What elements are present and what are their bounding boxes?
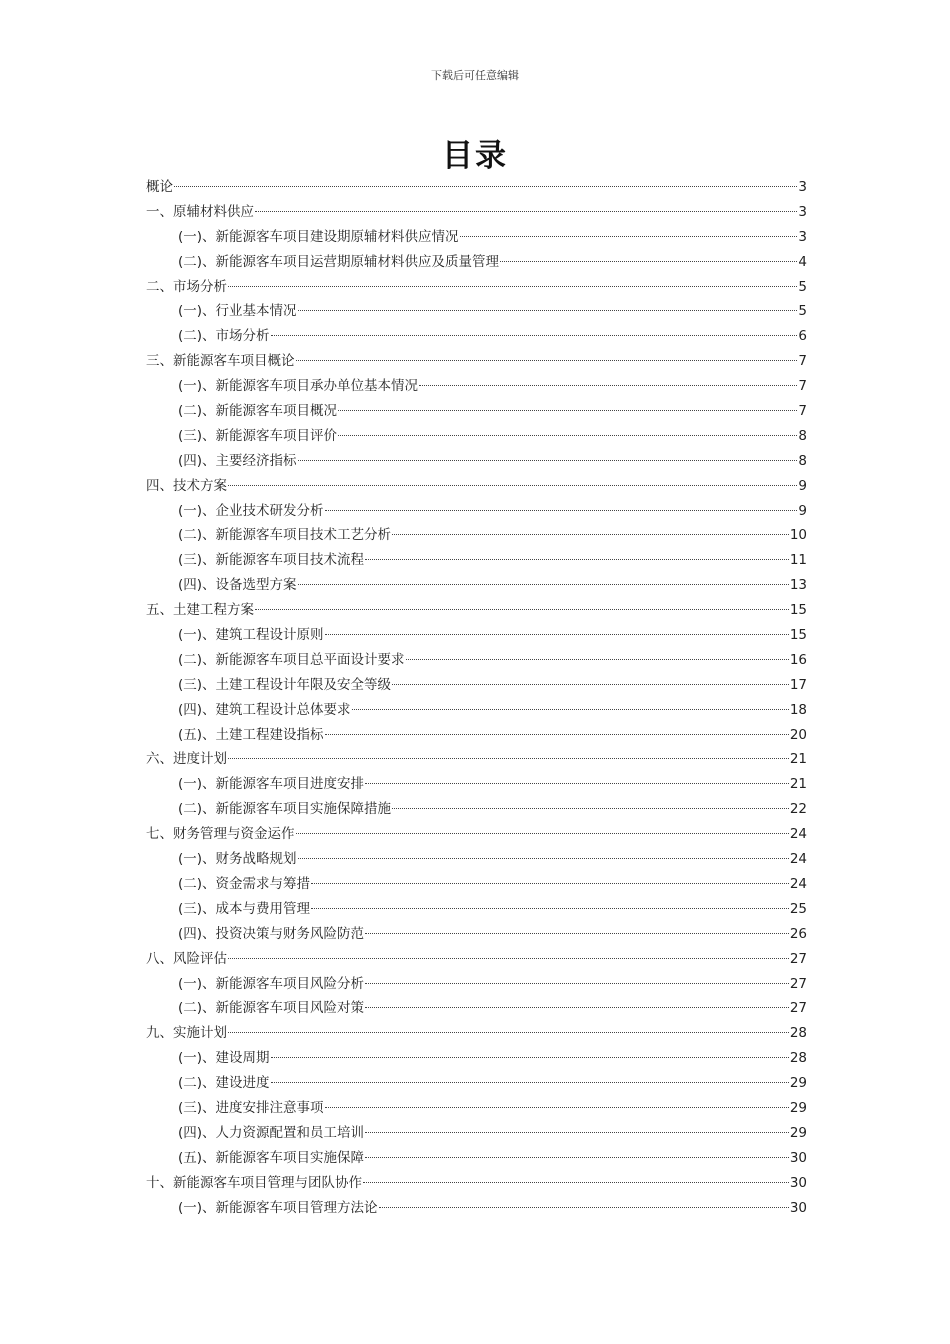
toc-entry-sub[interactable] <box>146 847 807 872</box>
toc-page-number: 15 <box>789 602 807 619</box>
toc-entry-text: (四)、人力资源配置和员工培训 <box>178 1124 365 1141</box>
toc-page-number: 7 <box>798 403 807 420</box>
toc-page-number: 24 <box>789 851 807 868</box>
toc-entry-text: (四)、建筑工程设计总体要求 <box>178 701 351 718</box>
toc-page-number: 6 <box>798 328 807 345</box>
toc-entry-sub[interactable] <box>146 872 807 897</box>
toc-entry-text: (一)、新能源客车项目承办单位基本情况 <box>178 378 419 395</box>
toc-leader-dots <box>228 286 797 287</box>
toc-entry-text: (二)、新能源客车项目运营期原辅材料供应及质量管理 <box>178 253 500 270</box>
toc-page-number: 7 <box>798 378 807 395</box>
toc-leader-dots <box>298 310 798 311</box>
toc-entry-text: (一)、建筑工程设计原则 <box>178 627 324 644</box>
toc-page-number: 7 <box>798 353 807 370</box>
toc-entry[interactable] <box>146 1171 807 1196</box>
toc-entry[interactable] <box>146 200 807 225</box>
toc-page-number: 18 <box>789 701 807 718</box>
toc-leader-dots <box>365 1007 789 1008</box>
toc-page-number: 20 <box>789 726 807 743</box>
toc-page-number: 8 <box>798 452 807 469</box>
toc-leader-dots <box>379 1207 789 1208</box>
toc-entry-text: 二、市场分析 <box>146 278 227 295</box>
toc-leader-dots <box>296 360 798 361</box>
toc-entry-sub[interactable] <box>146 797 807 822</box>
toc-page-number: 24 <box>789 875 807 892</box>
toc-entry-sub[interactable] <box>146 996 807 1021</box>
toc-page-number: 3 <box>798 228 807 245</box>
toc-entry-sub[interactable] <box>146 424 807 449</box>
toc-entry[interactable] <box>146 275 807 300</box>
toc-page-number: 9 <box>798 477 807 494</box>
toc-page-number: 15 <box>789 627 807 644</box>
toc-entry-text: (二)、新能源客车项目实施保障措施 <box>178 801 392 818</box>
toc-page-number: 30 <box>789 1174 807 1191</box>
toc-entry-text: 九、实施计划 <box>146 1025 227 1042</box>
toc-leader-dots <box>311 883 789 884</box>
toc-leader-dots <box>255 211 797 212</box>
toc-entry[interactable] <box>146 1021 807 1046</box>
toc-entry-text: (三)、进度安排注意事项 <box>178 1099 324 1116</box>
toc-entry-sub[interactable] <box>146 299 807 324</box>
toc-entry-text: (二)、新能源客车项目概况 <box>178 403 338 420</box>
toc-entry-sub[interactable] <box>146 1096 807 1121</box>
toc-leader-dots <box>325 1107 789 1108</box>
toc-entry-text: (三)、新能源客车项目技术流程 <box>178 552 365 569</box>
toc-leader-dots <box>363 1182 789 1183</box>
toc-entry-sub[interactable] <box>146 698 807 723</box>
toc-leader-dots <box>406 659 789 660</box>
toc-entry[interactable] <box>146 598 807 623</box>
toc-leader-dots <box>296 833 789 834</box>
toc-entry-text: (五)、土建工程建设指标 <box>178 726 324 743</box>
toc-entry-sub[interactable] <box>146 250 807 275</box>
toc-entry-text: (一)、建设周期 <box>178 1050 270 1067</box>
toc-page-number: 22 <box>789 801 807 818</box>
toc-page-number: 30 <box>789 1149 807 1166</box>
toc-entry[interactable] <box>146 175 807 200</box>
toc-page-number: 5 <box>798 303 807 320</box>
toc-page-number: 17 <box>789 676 807 693</box>
toc-entry[interactable] <box>146 474 807 499</box>
toc-entry-text: 一、原辅材料供应 <box>146 203 254 220</box>
toc-leader-dots <box>365 783 789 784</box>
toc-entry-sub[interactable] <box>146 623 807 648</box>
toc-page-number: 21 <box>789 751 807 768</box>
toc-entry-sub[interactable] <box>146 648 807 673</box>
toc-leader-dots <box>365 983 789 984</box>
toc-leader-dots <box>338 435 797 436</box>
toc-page-number: 27 <box>789 950 807 967</box>
toc-page-number: 27 <box>789 1000 807 1017</box>
toc-page-number: 21 <box>789 776 807 793</box>
toc-leader-dots <box>298 460 798 461</box>
toc-leader-dots <box>325 734 789 735</box>
toc-entry-sub[interactable] <box>146 523 807 548</box>
toc-leader-dots <box>325 510 798 511</box>
toc-page-number: 25 <box>789 900 807 917</box>
toc-entry-sub[interactable] <box>146 1071 807 1096</box>
toc-page-number: 8 <box>798 427 807 444</box>
toc-entry-text: (一)、企业技术研发分析 <box>178 502 324 519</box>
toc-entry-text: (一)、新能源客车项目进度安排 <box>178 776 365 793</box>
toc-page-number: 11 <box>789 552 807 569</box>
toc-entry-sub[interactable] <box>146 374 807 399</box>
toc-page-number: 29 <box>789 1075 807 1092</box>
toc-leader-dots <box>365 1132 789 1133</box>
toc-entry-text: (一)、新能源客车项目建设期原辅材料供应情况 <box>178 228 459 245</box>
toc-entry-text: (三)、土建工程设计年限及安全等级 <box>178 676 392 693</box>
toc-leader-dots <box>365 933 789 934</box>
toc-entry-text: (二)、新能源客车项目总平面设计要求 <box>178 651 405 668</box>
toc-entry-text: (五)、新能源客车项目实施保障 <box>178 1149 365 1166</box>
toc-entry-sub[interactable] <box>146 897 807 922</box>
toc-leader-dots <box>271 1057 789 1058</box>
toc-entry-text: (二)、资金需求与筹措 <box>178 875 311 892</box>
toc-entry-sub[interactable] <box>146 723 807 748</box>
toc-entry-text: (四)、投资决策与财务风险防范 <box>178 925 365 942</box>
toc-entry-sub[interactable] <box>146 1196 807 1221</box>
toc-title: 目录 <box>442 138 508 174</box>
toc-entry-text: (四)、主要经济指标 <box>178 452 297 469</box>
toc-page-number: 4 <box>798 253 807 270</box>
toc-entry-text: (四)、设备选型方案 <box>178 577 297 594</box>
toc-entry-text: (二)、新能源客车项目技术工艺分析 <box>178 527 392 544</box>
toc-entry[interactable] <box>146 747 807 772</box>
toc-leader-dots <box>392 684 789 685</box>
toc-entry[interactable] <box>146 822 807 847</box>
toc-leader-dots <box>419 385 797 386</box>
toc-page-number: 10 <box>789 527 807 544</box>
toc-page-number: 27 <box>789 975 807 992</box>
toc-page-number: 13 <box>789 577 807 594</box>
toc-leader-dots <box>500 261 797 262</box>
toc-entry-text: (二)、市场分析 <box>178 328 270 345</box>
toc-page-number: 3 <box>798 179 807 195</box>
toc-page-number: 29 <box>789 1099 807 1116</box>
toc-entry-sub[interactable] <box>146 499 807 524</box>
toc-leader-dots <box>311 908 789 909</box>
page-header: 下载后可任意编辑 <box>431 69 519 82</box>
toc-entry-text: (一)、新能源客车项目管理方法论 <box>178 1199 378 1216</box>
toc-page-number: 3 <box>798 203 807 220</box>
toc-page-number: 30 <box>789 1199 807 1216</box>
toc-entry-text: (一)、新能源客车项目风险分析 <box>178 975 365 992</box>
toc-page-number: 5 <box>798 278 807 295</box>
toc-entry-text: 五、土建工程方案 <box>146 602 254 619</box>
toc-entry[interactable] <box>146 349 807 374</box>
toc-entry-text: 八、风险评估 <box>146 950 227 967</box>
toc-entry-sub[interactable] <box>146 1121 807 1146</box>
toc-entry[interactable] <box>146 947 807 972</box>
toc-leader-dots <box>255 609 789 610</box>
toc-entry-text: (二)、建设进度 <box>178 1075 270 1092</box>
toc-entry-text: 四、技术方案 <box>146 477 227 494</box>
toc-leader-dots <box>338 410 797 411</box>
toc-leader-dots <box>174 186 797 187</box>
toc-entry-sub[interactable] <box>146 449 807 474</box>
toc-page-number: 28 <box>789 1025 807 1042</box>
toc-entry-sub[interactable] <box>146 673 807 698</box>
toc-page-number: 16 <box>789 651 807 668</box>
toc-entry-sub[interactable] <box>146 399 807 424</box>
toc-entry-text: 十、新能源客车项目管理与团队协作 <box>146 1174 362 1191</box>
toc-entry-text: (三)、新能源客车项目评价 <box>178 427 338 444</box>
toc-leader-dots <box>392 808 789 809</box>
toc-page-number: 28 <box>789 1050 807 1067</box>
toc-leader-dots <box>228 485 797 486</box>
toc-leader-dots <box>352 709 789 710</box>
toc-leader-dots <box>228 958 789 959</box>
toc-entry-sub[interactable] <box>146 1046 807 1071</box>
toc-entry-text: (二)、新能源客车项目风险对策 <box>178 1000 365 1017</box>
toc-page-number: 29 <box>789 1124 807 1141</box>
toc-entry-sub[interactable] <box>146 324 807 349</box>
toc-entry-sub[interactable] <box>146 548 807 573</box>
toc-leader-dots <box>460 236 798 237</box>
toc-page-number: 9 <box>798 502 807 519</box>
toc-leader-dots <box>271 335 798 336</box>
toc-page-number: 26 <box>789 925 807 942</box>
toc-leader-dots <box>365 1157 789 1158</box>
toc-leader-dots <box>271 1082 789 1083</box>
toc-entry-text: 七、财务管理与资金运作 <box>146 826 295 843</box>
toc-entry-sub[interactable] <box>146 922 807 947</box>
toc-entry-text: 六、进度计划 <box>146 751 227 768</box>
table-of-contents <box>146 175 807 1220</box>
toc-leader-dots <box>298 584 789 585</box>
toc-entry-sub[interactable] <box>146 225 807 250</box>
toc-entry-text: (一)、财务战略规划 <box>178 851 297 868</box>
toc-entry-text: (一)、行业基本情况 <box>178 303 297 320</box>
toc-leader-dots <box>325 634 789 635</box>
toc-leader-dots <box>365 559 789 560</box>
toc-leader-dots <box>228 1032 789 1033</box>
toc-entry-sub[interactable] <box>146 772 807 797</box>
toc-entry-sub[interactable] <box>146 573 807 598</box>
toc-entry-text: (三)、成本与费用管理 <box>178 900 311 917</box>
toc-leader-dots <box>298 858 789 859</box>
toc-entry-sub[interactable] <box>146 972 807 997</box>
toc-entry-text: 三、新能源客车项目概论 <box>146 353 295 370</box>
toc-entry-sub[interactable] <box>146 1146 807 1171</box>
toc-page-number: 24 <box>789 826 807 843</box>
toc-leader-dots <box>392 534 789 535</box>
toc-entry-text: 概论 <box>146 179 173 195</box>
toc-leader-dots <box>228 758 789 759</box>
